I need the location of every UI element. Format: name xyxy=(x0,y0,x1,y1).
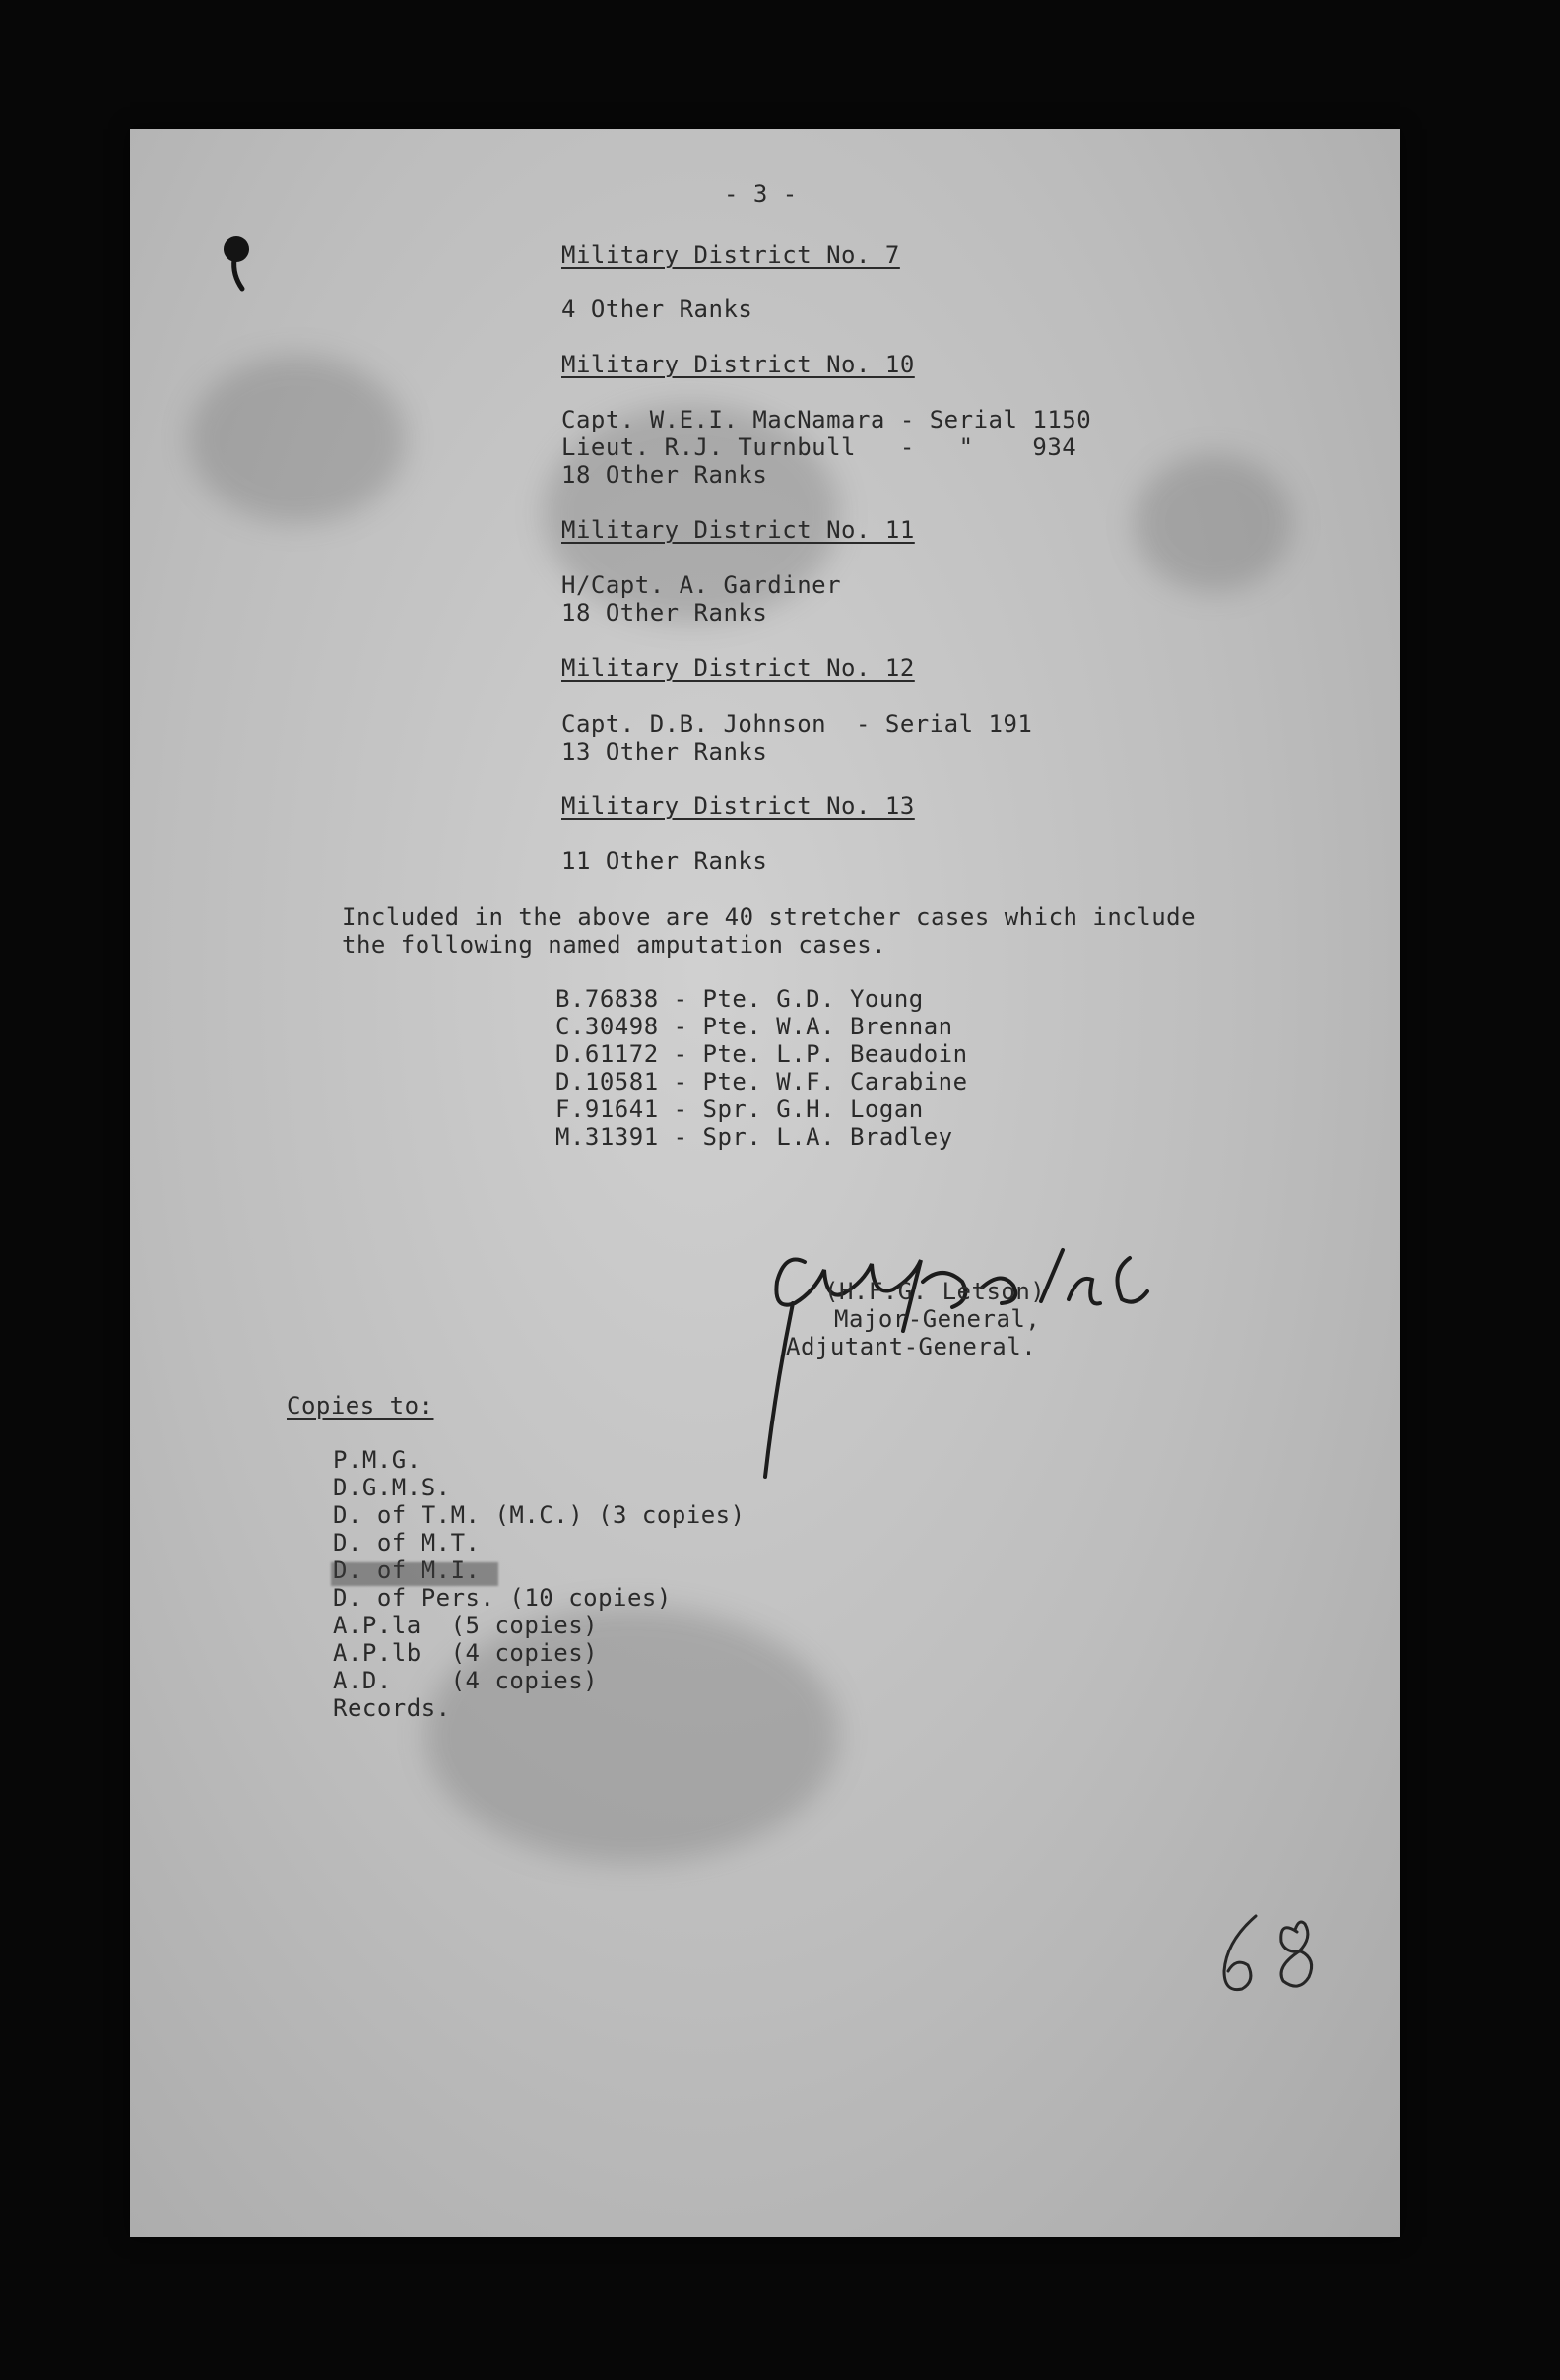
district-line: Capt. D.B. Johnson - Serial 191 xyxy=(561,710,1033,738)
scan-smudge xyxy=(189,356,406,523)
district-heading: Military District No. 13 xyxy=(561,792,915,820)
district-heading: Military District No. 7 xyxy=(561,241,900,269)
ink-strike xyxy=(331,1562,498,1586)
copies-item: D. of T.M. (M.C.) (3 copies) xyxy=(333,1501,746,1529)
copies-item: A.P.lb (4 copies) xyxy=(333,1639,599,1667)
copies-item: D.G.M.S. xyxy=(333,1474,451,1501)
district-line: 11 Other Ranks xyxy=(561,847,768,875)
district-line: 13 Other Ranks xyxy=(561,738,768,765)
copies-item: D. of M.T. xyxy=(333,1529,481,1556)
district-heading: Military District No. 10 xyxy=(561,351,915,378)
amputation-entry: C.30498 - Pte. W.A. Brennan xyxy=(555,1013,953,1040)
amputation-entry: M.31391 - Spr. L.A. Bradley xyxy=(555,1123,953,1151)
ink-blot-mark xyxy=(219,228,258,297)
district-heading: Military District No. 11 xyxy=(561,516,915,544)
signatory-title: Adjutant-General. xyxy=(786,1333,1037,1360)
district-line: Capt. W.E.I. MacNamara - Serial 1150 xyxy=(561,406,1092,433)
handwritten-folio-number xyxy=(1206,1902,1344,2011)
amputation-entry: F.91641 - Spr. G.H. Logan xyxy=(555,1095,924,1123)
district-heading: Military District No. 12 xyxy=(561,654,915,682)
amputation-entry: D.61172 - Pte. L.P. Beaudoin xyxy=(555,1040,968,1068)
copies-item: D. of Pers. (10 copies) xyxy=(333,1584,672,1612)
copies-item: D. of M.I. xyxy=(333,1556,481,1584)
note-text: Included in the above are 40 stretcher cases which include xyxy=(342,903,1197,931)
district-line: 4 Other Ranks xyxy=(561,296,753,323)
amputation-entry: D.10581 - Pte. W.F. Carabine xyxy=(555,1068,968,1095)
signatory-rank: Major-General, xyxy=(834,1305,1041,1333)
signatory-name: (H.F.G. Letson) xyxy=(824,1278,1046,1305)
copies-item: A.D. (4 copies) xyxy=(333,1667,599,1694)
copies-item: Records. xyxy=(333,1694,451,1722)
scan-smudge xyxy=(1135,454,1292,592)
document-page xyxy=(130,129,1400,2237)
copies-heading: Copies to: xyxy=(287,1392,434,1420)
district-line: Lieut. R.J. Turnbull - " 934 xyxy=(561,433,1077,461)
district-line: 18 Other Ranks xyxy=(561,599,768,627)
district-line: 18 Other Ranks xyxy=(561,461,768,489)
note-text: the following named amputation cases. xyxy=(342,931,887,959)
copies-item: A.P.la (5 copies) xyxy=(333,1612,599,1639)
page-number: - 3 - xyxy=(724,180,798,208)
copies-item: P.M.G. xyxy=(333,1446,422,1474)
district-line: H/Capt. A. Gardiner xyxy=(561,571,842,599)
amputation-entry: B.76838 - Pte. G.D. Young xyxy=(555,985,924,1013)
